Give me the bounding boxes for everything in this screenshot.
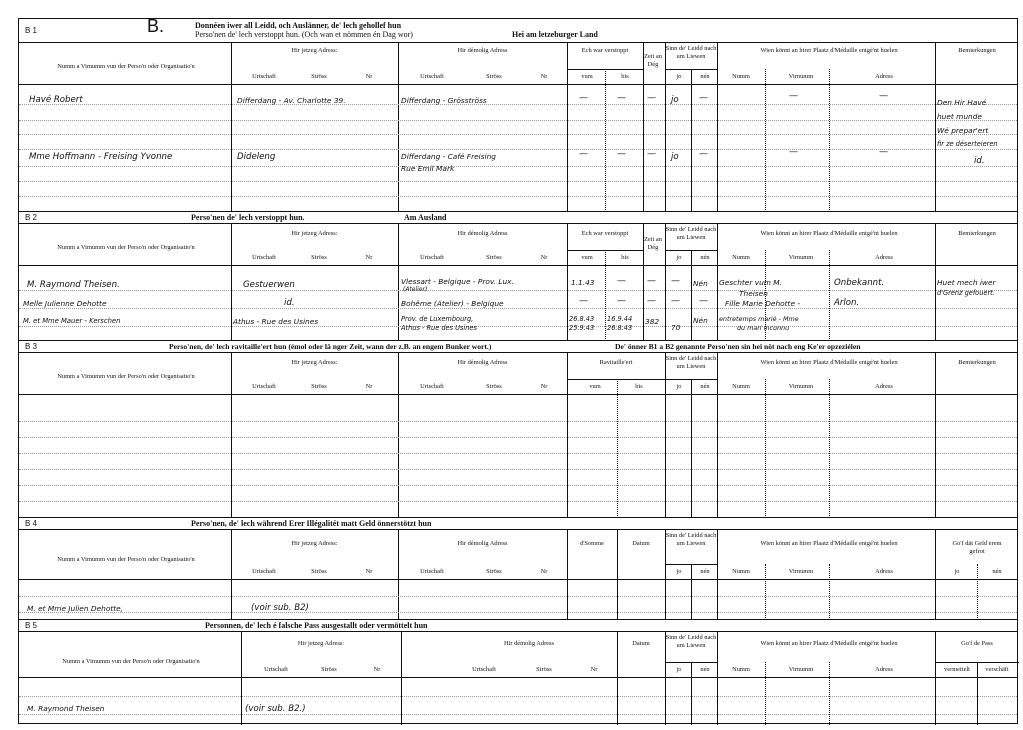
header-name: Numm a Vimumm vun der Perso'n oder Organisatio'n: [62, 658, 200, 665]
row-medal-name: —: [789, 91, 798, 101]
header-current-address: Hir jetzeg Adress:: [291, 230, 338, 237]
section-b2-title-bar: [19, 212, 1017, 224]
row-remark: Wé prepar'ert: [937, 126, 989, 135]
row-medal-name: entretemps marié - Mme: [719, 315, 799, 323]
column-header: [19, 43, 1017, 85]
header-former-address: Hir démolig Adress: [457, 540, 508, 547]
section-b1: [19, 16, 1017, 212]
header-hidden-when: Ech war verstoppt: [581, 230, 629, 237]
header-suffered: Sinn de' Leidd nach um Liewen: [665, 532, 717, 547]
row-time: 382: [645, 317, 660, 326]
row-remark: Den Hir Havé: [937, 98, 987, 107]
header-current-address: Hir jetzeg Adress:: [291, 359, 338, 366]
header-supplied: Ravitaille'ert: [599, 359, 633, 366]
section-code: B 4: [25, 519, 38, 528]
row-former-address: Vlessart - Belgique - Prov. Lux.: [401, 277, 514, 286]
row-former-address: Differdang - Café Freising: [401, 152, 496, 161]
header-sum: d'Somme: [580, 540, 604, 547]
row-until: 26.8.43: [607, 324, 633, 332]
row-name: Mme Hoffmann - Freising Yvonne: [29, 152, 173, 162]
header-street: Ströss: [311, 73, 327, 80]
section-b5: [19, 620, 1017, 725]
row-remark: id.: [974, 156, 985, 166]
section-b3-title-bar: [19, 341, 1017, 353]
header-yes: jo: [676, 73, 682, 80]
header-until: bis: [621, 73, 629, 80]
section-b2: [19, 212, 1017, 341]
header-until: bis: [635, 383, 643, 390]
row-remark: fir ze déserteieren: [937, 140, 998, 148]
header-surname: Numm: [732, 73, 750, 80]
row-from: 25.9.43: [569, 324, 595, 332]
header-street: Ströss: [486, 383, 502, 390]
header-firstname: Virnumm: [788, 666, 814, 673]
row-dead: Nén: [693, 316, 708, 325]
row-current-address: id.: [284, 298, 295, 308]
header-suffered: Sinn de' Leidd nach um Liewen: [665, 355, 717, 370]
column-header: [19, 224, 1017, 266]
header-no: nén: [700, 383, 710, 390]
header-name: Numm a Vimumm vun der Perso'n oder Organisatio'n: [57, 63, 195, 70]
row-until: —: [617, 276, 626, 286]
row-until: —: [617, 149, 626, 159]
header-nr: Nr: [365, 383, 373, 390]
header-former-address: Hir démolig Adress: [503, 640, 555, 647]
header-date: Datum: [632, 540, 650, 547]
header-surname: Numm: [732, 568, 750, 575]
section-b5-title-bar: [19, 620, 1017, 632]
header-no: nén: [700, 254, 710, 261]
section-code: B 2: [25, 213, 38, 222]
row-dead: Nén: [693, 279, 708, 288]
row-remark: huet munde: [937, 112, 982, 121]
section-title-right: De' önner B1 a B2 genannte Perso'nen sin hei nöt nach eng Ke'er opzeziélen: [615, 342, 861, 351]
section-title: Personnen, de' lech é falsche Pass ausgestallt oder vermöttelt hun: [205, 621, 428, 630]
header-surname: Numm: [732, 383, 750, 390]
row-until: 16.9.44: [607, 315, 633, 323]
header-no: nén: [992, 568, 1002, 575]
header-name: Numm a Vimumm vun der Perso'n oder Organisatio'n: [57, 373, 195, 380]
row-time: —: [647, 149, 656, 159]
row-dead: —: [699, 296, 708, 306]
row-until: —: [617, 93, 626, 103]
header-locality: Urtschaft: [420, 568, 444, 575]
header-firstname: Virnumm: [788, 568, 814, 575]
header-from: vum: [589, 383, 601, 390]
header-suffered: Sinn de' Leidd nach um Liewen: [665, 634, 717, 649]
header-yes: jo: [676, 254, 682, 261]
section-letter: B.: [147, 16, 165, 36]
header-medal: Wien könnt an hirer Plaatz d'Médaille entgé'nt huelen: [760, 359, 898, 366]
header-medal: Wien könnt an hirer Plaatz d'Médaille entgé'nt huelen: [760, 47, 898, 54]
row-time: —: [647, 296, 656, 306]
header-nr: Nr: [540, 73, 548, 80]
header-remarks: Bemierkungen: [958, 47, 996, 54]
row-remark: Huet mech iwer: [937, 278, 996, 287]
section-title: Perso'nen, de' lech während Erer Illégalitét matt Geld önnerstötzt hun: [191, 519, 432, 528]
header-nr: Nr: [365, 254, 373, 261]
header-street: Ströss: [311, 383, 327, 390]
row-alive: —: [671, 296, 680, 306]
header-former-address: Hir démolig Adress: [457, 47, 508, 54]
header-address: Adress: [875, 666, 893, 673]
header-time: Zeit an Dég: [644, 236, 662, 251]
row-medal-name: —: [789, 147, 798, 157]
header-no: nén: [700, 568, 710, 575]
row-former-address: (Atelier): [403, 286, 428, 293]
row-alive: —: [671, 276, 680, 286]
row-from: —: [579, 149, 588, 159]
header-street: Ströss: [311, 254, 327, 261]
row-from: 1.1.43: [571, 278, 595, 287]
row-time: —: [647, 276, 656, 286]
header-from: vum: [581, 254, 593, 261]
section-title-line2: Perso'nen de' lech verstoppt hun. (Och wan et nömmen én Dag wor): [195, 30, 413, 39]
header-yes: jo: [676, 383, 682, 390]
row-name: Melle Julienne Dehotte: [23, 299, 107, 308]
section-title-line1: Donnéen iwer all Leidd, och Auslänner, de' lech gehollef hun: [195, 21, 402, 30]
header-suffered: Sinn de' Leidd nach um Liewen: [665, 226, 717, 241]
header-address: Adress: [875, 568, 893, 575]
row-current-address: Dideleng: [237, 152, 276, 162]
section-code: B 1: [25, 26, 38, 35]
row-name: M. Raymond Theisen: [27, 704, 105, 713]
header-nr: Nr: [373, 666, 381, 673]
row-medal-name: Fille Marie Dehotte -: [725, 299, 801, 308]
header-date: Datum: [632, 640, 650, 647]
column-header: [19, 632, 1017, 678]
row-name: Havé Robert: [29, 95, 83, 105]
header-no: nén: [700, 666, 710, 673]
row-name: M. et Mme Julien Dehotte,: [27, 604, 124, 613]
column-header: [19, 353, 1017, 395]
row-alive: 70: [671, 323, 681, 332]
header-name: Numm a Vimumm vun der Perso'n oder Organisatio'n: [57, 556, 195, 563]
row-current-address: (voir sub. B2.): [245, 704, 306, 714]
header-suffered: Sinn de' Leidd nach um Liewen: [665, 45, 717, 60]
header-remarks: Bemierkungen: [958, 230, 996, 237]
header-name: Numm a Vimumm vun der Perso'n oder Organisatio'n: [57, 244, 195, 251]
row-current-address: (voir sub. B2): [251, 603, 309, 613]
header-from: vum: [581, 73, 593, 80]
header-no: nén: [700, 73, 710, 80]
header-hidden-when: Ech war verstoppt: [581, 47, 629, 54]
header-locality: Urtschaft: [252, 254, 276, 261]
row-former-address: Prov. de Luxembourg,: [401, 315, 474, 323]
row-former-address: Bohême (Atelier) - Belgique: [401, 299, 504, 308]
header-former-address: Hir démolig Adress: [457, 359, 508, 366]
row-until: —: [617, 296, 626, 306]
row-dead: —: [699, 149, 708, 159]
header-locality: Urtschaft: [252, 73, 276, 80]
header-remarks: Bemierkungen: [958, 359, 996, 366]
row-time: —: [647, 93, 656, 103]
header-address: Adress: [875, 73, 893, 80]
header-street: Ströss: [321, 666, 337, 673]
header-nr: Nr: [365, 73, 373, 80]
row-current-address: Athus - Rue des Usines: [233, 317, 319, 326]
row-current-address: Differdang - Av. Charlotte 39.: [237, 96, 346, 105]
row-medal-address: —: [879, 147, 888, 157]
header-nr: Nr: [540, 254, 548, 261]
header-mediated: vermettelt: [944, 666, 970, 673]
row-medal-name: Geschter vum M.: [719, 278, 783, 287]
row-medal-name: du mari inconnu: [737, 324, 790, 332]
section-b4: [19, 518, 1017, 620]
row-from: —: [579, 296, 588, 306]
section-b3: [19, 341, 1017, 518]
header-firstname: Virnumm: [788, 254, 814, 261]
header-current-address: Hir jetzeg Adress:: [291, 540, 338, 547]
column-header: [19, 530, 1017, 580]
section-title-right: Am Ausland: [404, 213, 447, 222]
row-alive: jo: [671, 95, 679, 105]
header-nr: Nr: [590, 666, 598, 673]
section-title: Perso'nen, de' lech ravitaille'ert hun (émol oder lä nger Zeit, wann der z.B. an engem Bunker wort.): [169, 342, 492, 351]
header-current-address: Hir jetzeg Adress:: [291, 47, 338, 54]
header-firstname: Virnumm: [788, 73, 814, 80]
row-former-address: Athus - Rue des Usines: [401, 324, 477, 332]
header-street: Ströss: [311, 568, 327, 575]
section-b4-title-bar: [19, 518, 1017, 530]
header-locality: Urtschaft: [252, 383, 276, 390]
header-yes: jo: [676, 666, 682, 673]
section-code: B 5: [25, 621, 38, 630]
resistance-form-page: [18, 18, 1018, 724]
header-firstname: Virnumm: [788, 383, 814, 390]
header-nr: Nr: [540, 383, 548, 390]
header-address: Adress: [875, 383, 893, 390]
header-street: Ströss: [536, 666, 552, 673]
header-provided: verschäft: [985, 666, 1009, 673]
header-medal: Wien könnt an hirer Plaatz d'Médaille entgé'nt huelen: [760, 230, 898, 237]
header-locality: Urtschaft: [252, 568, 276, 575]
row-medal-address: —: [879, 91, 888, 101]
header-surname: Numm: [732, 254, 750, 261]
header-locality: Urtschaft: [472, 666, 496, 673]
header-street: Ströss: [486, 73, 502, 80]
header-nr: Nr: [540, 568, 548, 575]
row-remark: d'Grenz gefouert.: [937, 289, 995, 297]
section-title: Perso'nen de' lech verstoppt hun.: [191, 213, 305, 222]
header-locality: Urtschaft: [420, 73, 444, 80]
section-b1-title-bar: [19, 16, 1017, 43]
row-former-address: Differdang - Grösströss: [401, 96, 487, 105]
row-name: M. Raymond Theisen.: [27, 280, 120, 290]
header-surname: Numm: [732, 666, 750, 673]
row-from: —: [579, 93, 588, 103]
header-yes: jo: [676, 568, 682, 575]
row-name: M. et Mme Mauer - Kerschen: [23, 317, 121, 325]
header-locality: Urtschaft: [264, 666, 288, 673]
header-pass: Go'f de Pass: [961, 640, 993, 647]
row-from: 26.8.43: [569, 315, 595, 323]
row-medal-address: Onbekannt.: [834, 278, 885, 288]
row-alive: jo: [671, 152, 679, 162]
header-medal: Wien könnt an hirer Plaatz d'Médaille entgé'nt huelen: [760, 540, 898, 547]
header-former-address: Hir démolig Adress: [457, 230, 508, 237]
header-street: Ströss: [486, 254, 502, 261]
header-money-back: Go'f dät Geld erem gefrot: [952, 540, 1002, 555]
row-medal-address: Arlon.: [834, 298, 860, 308]
section-title-right: Hei am letzeburger Land: [512, 30, 598, 39]
header-until: bis: [621, 254, 629, 261]
header-medal: Wien könnt an hirer Plaatz d'Médaille entgé'nt huelen: [760, 640, 898, 647]
header-nr: Nr: [365, 568, 373, 575]
row-current-address: Gestuerwen: [243, 280, 295, 290]
row-medal-name: Theisen: [739, 289, 768, 298]
header-time: Zeit an Dég: [644, 53, 662, 68]
header-yes: jo: [954, 568, 960, 575]
header-current-address: Hir jetzeg Adress:: [297, 640, 345, 647]
header-locality: Urtschaft: [420, 383, 444, 390]
header-street: Ströss: [486, 568, 502, 575]
row-former-address: Rue Emil Mark: [401, 164, 455, 173]
row-dead: —: [699, 93, 708, 103]
header-address: Adress: [875, 254, 893, 261]
section-code: B 3: [25, 342, 38, 351]
header-locality: Urtschaft: [420, 254, 444, 261]
